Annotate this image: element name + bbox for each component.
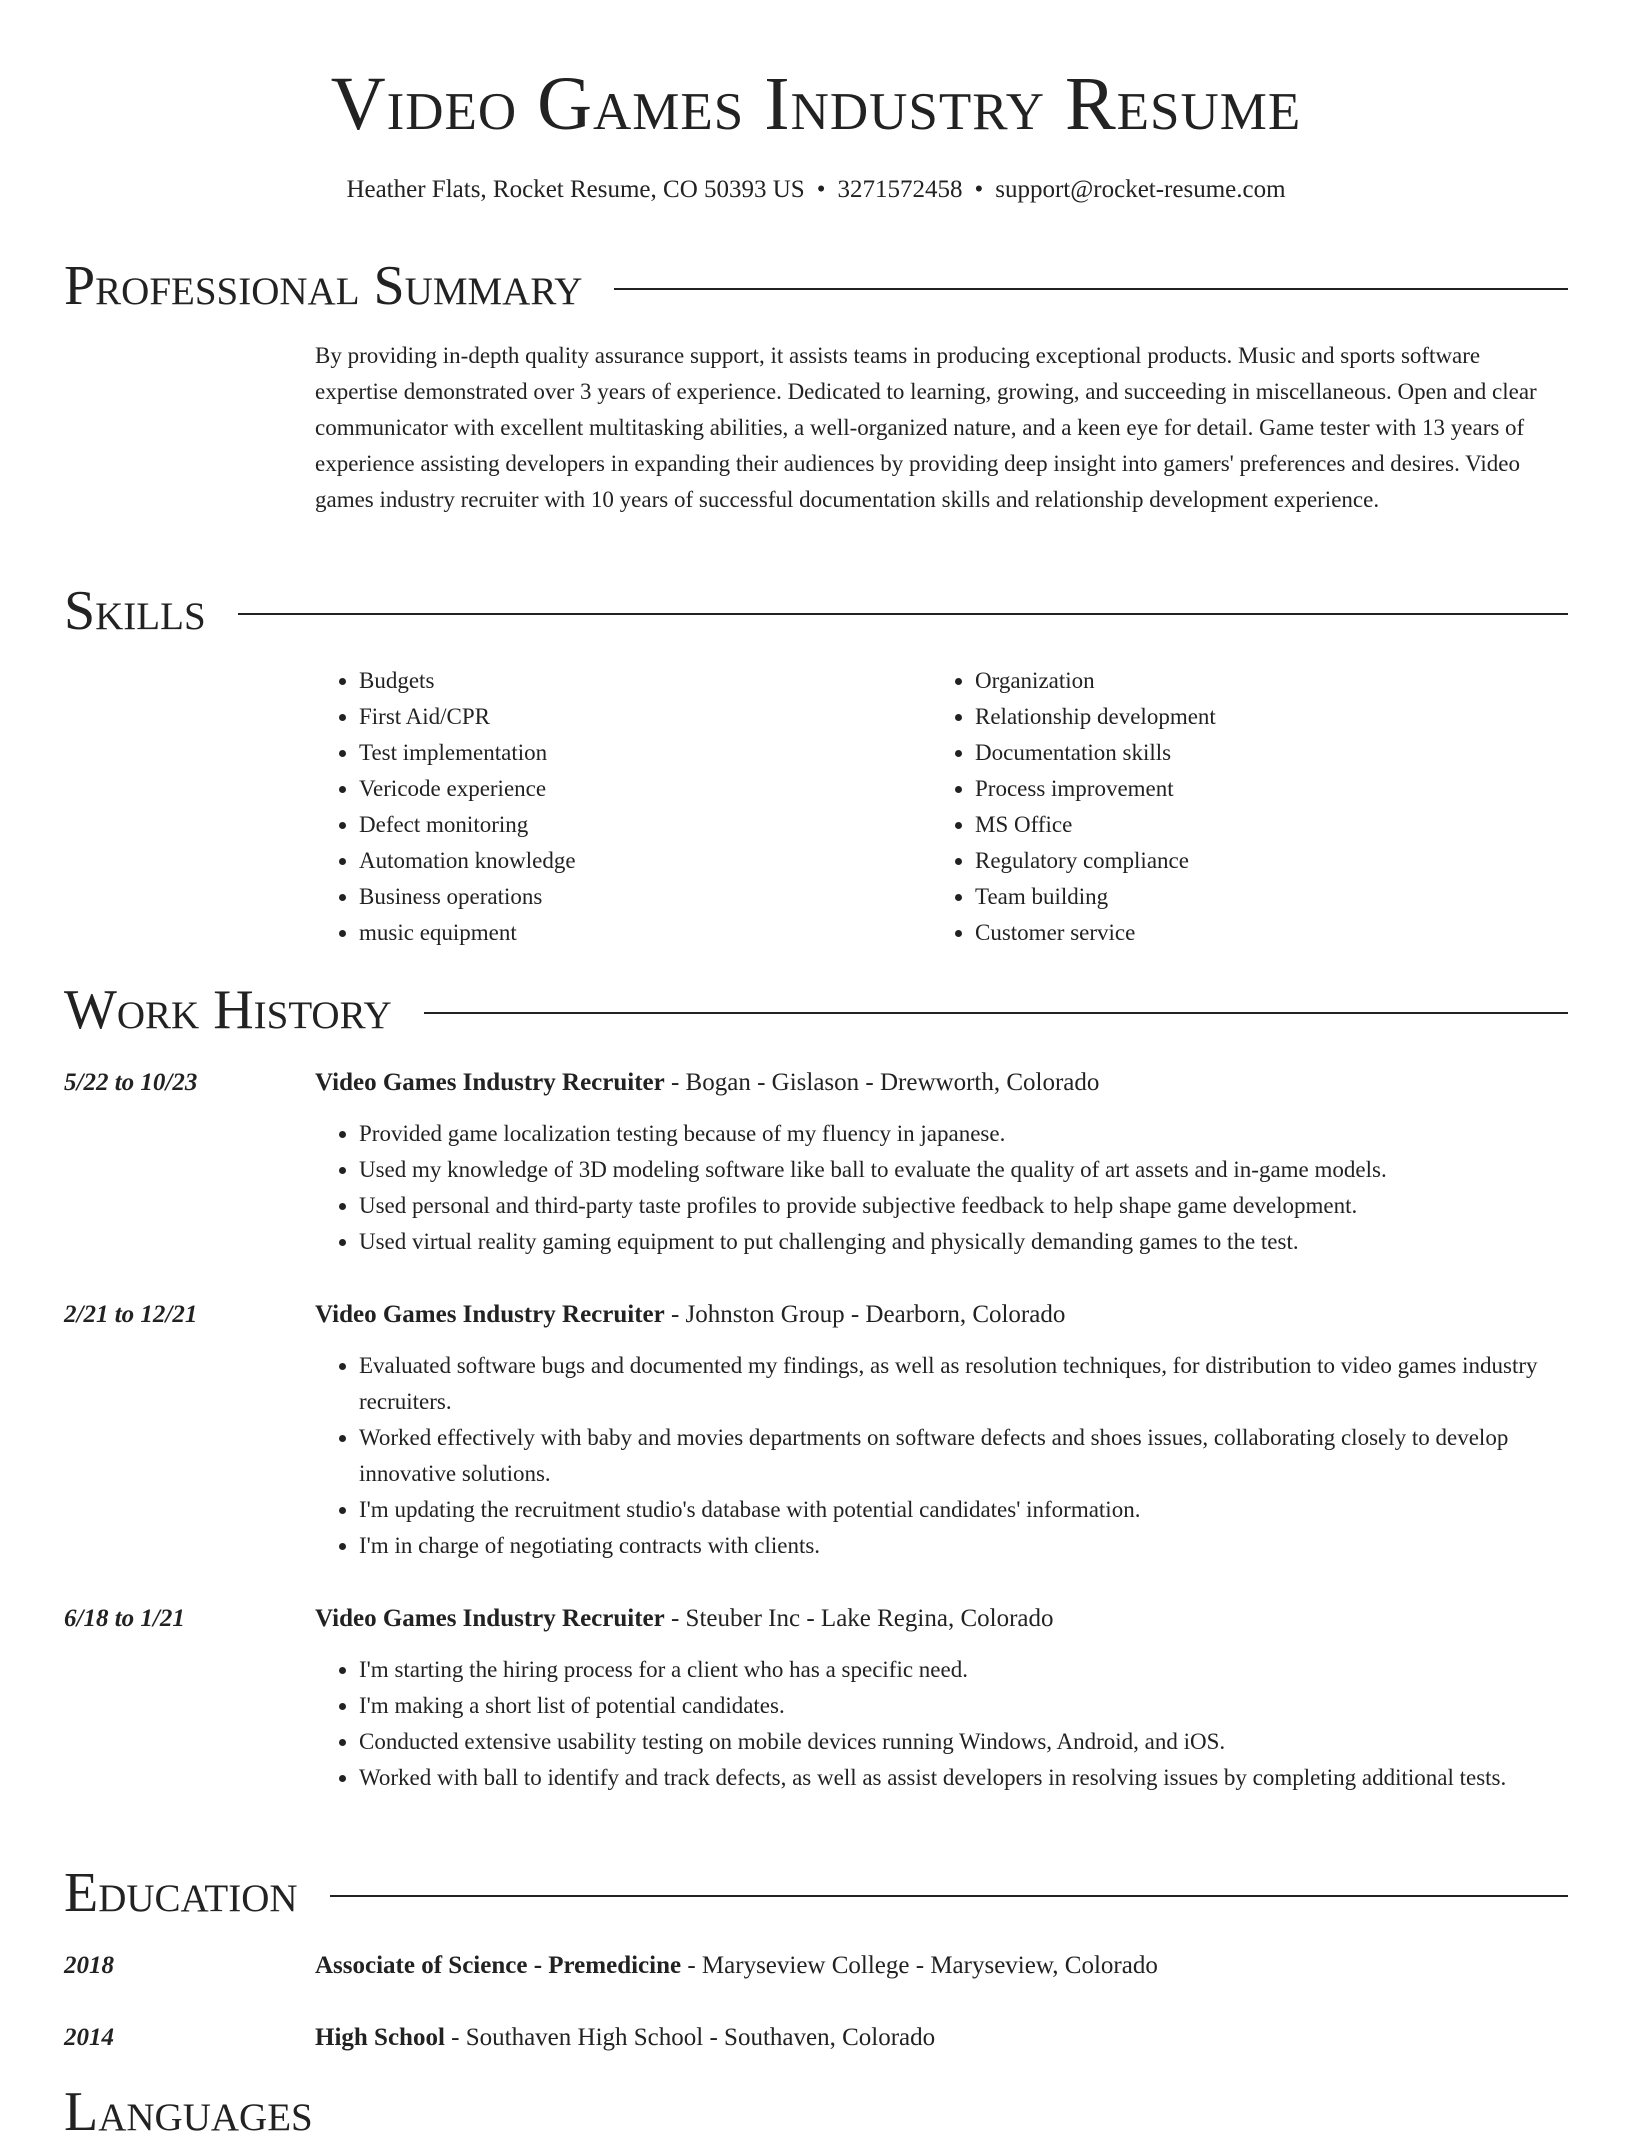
resume-title: Video Games Industry Resume	[330, 62, 1302, 146]
work-entry	[64, 1298, 1568, 1564]
skills-section-title: Skills	[64, 580, 206, 642]
work-bullet: • Evaluated software bugs and documented my findings, as well as resolution techniques, for distribution to video games industry recruiters.	[359, 1348, 1568, 1420]
summary-text: By providing in-depth quality assurance support, it assists teams in producing exceptional products. Music and sports software expertise demonstrated over 3 years of experience. Dedicated to learning, growing, and succeeding in miscellaneous. Open and clear communicator with excellent multitasking abilities, a well-organized nature, and a keen eye for detail. Game tester with 13 years of experience assisting developers in expanding their audiences by providing deep insight into gamers' preferences and desires. Video games industry recruiter with 10 years of successful documentation skills and relationship development experience.	[315, 343, 1537, 512]
summary-section-header	[64, 254, 1568, 318]
skill-item: • MS Office	[975, 807, 1547, 843]
work-employer: - Johnston Group - Dearborn, Colorado	[664, 1301, 1066, 1328]
education-year: 2014	[64, 2024, 114, 2051]
skills-column-left	[315, 663, 931, 951]
contact-separator: •	[816, 176, 826, 203]
skills-list	[315, 663, 1568, 951]
contact-address: Heather Flats, Rocket Resume, CO 50393 US	[346, 176, 805, 203]
skill-item: • Vericode experience	[359, 771, 931, 807]
summary-section-title: Professional Summary	[64, 255, 583, 317]
work-bullet: • Used virtual reality gaming equipment to put challenging and physically demanding games to the test.	[359, 1224, 1568, 1260]
education-heading	[315, 1949, 1568, 1983]
education-section-title: Education	[64, 1862, 298, 1924]
work-bullet: • Worked effectively with baby and movies departments on software defects and shoes issues, collaborating closely to develop innovative solutions.	[359, 1420, 1568, 1492]
work-bullet: • Used personal and third-party taste profiles to provide subjective feedback to help shape game development.	[359, 1188, 1568, 1224]
education-heading	[315, 2021, 1568, 2055]
education-degree: Associate of Science - Premedicine	[315, 1952, 682, 1979]
skill-item: • First Aid/CPR	[359, 699, 931, 735]
work-bullets	[315, 1348, 1568, 1564]
education-section-header	[64, 1861, 1568, 1925]
work-bullet: • Provided game localization testing because of my fluency in japanese.	[359, 1116, 1568, 1152]
skill-item: • Automation knowledge	[359, 843, 931, 879]
skill-item: • Team building	[975, 879, 1547, 915]
work-role: Video Games Industry Recruiter	[315, 1301, 665, 1328]
skill-item: • Defect monitoring	[359, 807, 931, 843]
work-heading	[315, 1066, 1568, 1100]
skill-item: • Process improvement	[975, 771, 1547, 807]
skill-item: • Documentation skills	[975, 735, 1547, 771]
work-dates: 6/18 to 1/21	[64, 1605, 185, 1632]
work-dates: 5/22 to 10/23	[64, 1069, 198, 1096]
work-bullet: • I'm starting the hiring process for a client who has a specific need.	[359, 1652, 1568, 1688]
work-role: Video Games Industry Recruiter	[315, 1069, 665, 1096]
skill-item: • Organization	[975, 663, 1547, 699]
work-bullet: • Conducted extensive usability testing on mobile devices running Windows, Android, and iOS.	[359, 1724, 1568, 1760]
work-employer: - Steuber Inc - Lake Regina, Colorado	[664, 1605, 1054, 1632]
languages-section-header	[64, 2080, 1568, 2144]
work-employer: - Bogan - Gislason - Drewworth, Colorado	[664, 1069, 1100, 1096]
work-section-title: Work History	[64, 979, 392, 1041]
section-divider	[330, 1895, 1568, 1897]
work-bullets	[315, 1652, 1568, 1796]
work-heading	[315, 1602, 1568, 1636]
work-entry	[64, 1066, 1568, 1260]
work-role: Video Games Industry Recruiter	[315, 1605, 665, 1632]
work-bullet: • I'm in charge of negotiating contracts with clients.	[359, 1528, 1568, 1564]
education-year: 2018	[64, 1952, 114, 1979]
education-entry	[64, 1949, 1568, 1983]
work-bullet: • Worked with ball to identify and track defects, as well as assist developers in resolving issues by completing additional tests.	[359, 1760, 1568, 1796]
education-entry	[64, 2021, 1568, 2055]
skill-item: • Business operations	[359, 879, 931, 915]
skill-item: • music equipment	[359, 915, 931, 951]
languages-section-title: Languages	[64, 2081, 313, 2143]
work-bullet: • I'm making a short list of potential candidates.	[359, 1688, 1568, 1724]
work-heading	[315, 1298, 1568, 1332]
contact-line	[0, 174, 1632, 206]
education-degree: High School	[315, 2024, 445, 2051]
work-dates: 2/21 to 12/21	[64, 1301, 198, 1328]
work-bullets	[315, 1116, 1568, 1260]
skill-item: • Budgets	[359, 663, 931, 699]
section-divider	[424, 1012, 1568, 1014]
contact-separator: •	[974, 176, 984, 203]
education-school: - Maryseview College - Maryseview, Colorado	[681, 1952, 1158, 1979]
skills-section-header	[64, 579, 1568, 643]
work-section-header	[64, 978, 1568, 1042]
skill-item: • Regulatory compliance	[975, 843, 1547, 879]
contact-email: support@rocket-resume.com	[995, 176, 1286, 203]
contact-phone: 3271572458	[837, 176, 963, 203]
work-bullet: • Used my knowledge of 3D modeling software like ball to evaluate the quality of art assets and in-game models.	[359, 1152, 1568, 1188]
skill-item: • Test implementation	[359, 735, 931, 771]
skill-item: • Customer service	[975, 915, 1547, 951]
work-bullet: • I'm updating the recruitment studio's database with potential candidates' information.	[359, 1492, 1568, 1528]
work-entry	[64, 1602, 1568, 1796]
section-divider	[614, 288, 1568, 290]
skill-item: • Relationship development	[975, 699, 1547, 735]
education-school: - Southaven High School - Southaven, Colorado	[444, 2024, 936, 2051]
skills-column-right	[931, 663, 1547, 951]
section-divider	[238, 613, 1568, 615]
